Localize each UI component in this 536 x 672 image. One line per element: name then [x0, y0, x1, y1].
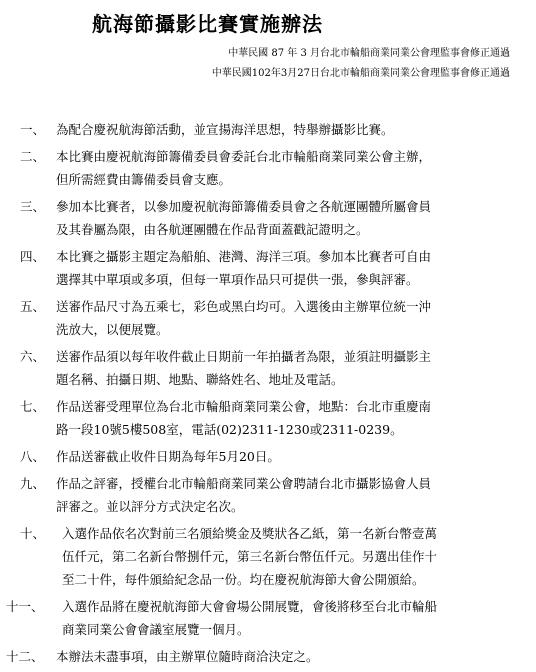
- amendment-note: 中華民國 87 年 3 月台北市輪船商業同業公會理監事會修正通過: [228, 48, 510, 59]
- article-text-line: 至二十件，每件頒給紀念品一份。均在慶祝航海節大會公開頒給。: [62, 572, 425, 587]
- article-number: 七、: [20, 399, 46, 414]
- article-item: [0, 345, 536, 391]
- article-text-line: 伍仟元，第二名新台幣捌仟元，第三名新台幣伍仟元。另選出佳作十: [62, 549, 438, 564]
- article-text-line: 入選作品依名次對前三名頒給獎金及獎狀各乙紙，第一名新台幣壹萬: [62, 526, 438, 541]
- article-item: [0, 472, 536, 518]
- article-number: 一、: [20, 122, 46, 137]
- article-text-line: 入選作品將在慶祝航海節大會會場公開展覽，會後將移至台北市輪船: [62, 599, 438, 614]
- article-text-line: 但所需經費由籌備委員會支應。: [56, 172, 232, 187]
- document-title: 航海節攝影比賽實施辦法: [92, 12, 323, 36]
- article-number: 六、: [20, 349, 46, 364]
- article-number: 九、: [20, 476, 46, 491]
- article-item: [0, 395, 536, 441]
- article-text-line: 送審作品尺寸為五乘七，彩色或黑白均可。入選後由主辦單位統一沖: [56, 299, 432, 314]
- article-text-line: 本辦法未盡事項，由主辦單位隨時商洽決定之。: [56, 649, 319, 664]
- article-item: [0, 118, 536, 141]
- article-text-line: 參加本比賽者，以參加慶祝航海節籌備委員會之各航運團體所屬會員: [56, 199, 432, 214]
- article-text-line: 選擇其中單項或多項，但每一單項作品只可提供一張，參與評審。: [56, 272, 419, 287]
- article-item: [0, 445, 536, 468]
- article-text-line: 評審之。並以評分方式決定名次。: [56, 499, 244, 514]
- article-number: 十、: [20, 526, 46, 541]
- article-text-line: 本比賽之攝影主題定為船舶、港灣、海洋三項。參加本比賽者可自由: [56, 249, 432, 264]
- article-text-line: 作品送審截止收件日期為每年5月20日。: [56, 449, 280, 464]
- article-text-line: 及其眷屬為限，由各航運團體在作品背面蓋戳記證明之。: [56, 222, 369, 237]
- article-text-line: 為配合慶祝航海節活動，並宣揚海洋思想，特舉辦攝影比賽。: [56, 122, 394, 137]
- article-item: [0, 245, 536, 291]
- article-text-line: 洗放大，以便展覽。: [56, 322, 169, 337]
- article-number: 五、: [20, 299, 46, 314]
- amendment-note: 中華民國102年3月27日台北市輪船商業同業公會理監事會修正通過: [211, 68, 510, 79]
- article-item: [0, 145, 536, 191]
- article-text-line: 題名稱、拍攝日期、地點、聯絡姓名、地址及電話。: [56, 372, 344, 387]
- article-item: [0, 522, 536, 591]
- article-text-line: 送審作品須以每年收件截止日期前一年拍攝者為限，並須註明攝影主: [56, 349, 432, 364]
- article-number: 二、: [20, 149, 46, 164]
- article-number: 四、: [20, 249, 46, 264]
- article-text-line: 商業同業公會會議室展覽一個月。: [62, 622, 250, 637]
- article-item: [0, 295, 536, 341]
- article-list: [0, 118, 536, 672]
- article-item: [0, 595, 536, 641]
- article-item: [0, 195, 536, 241]
- article-number: 八、: [20, 449, 46, 464]
- article-number: 三、: [20, 199, 46, 214]
- article-number: 十二、: [6, 649, 44, 664]
- article-number: 十一、: [6, 599, 44, 614]
- article-text-line: 路一段10號5樓508室，電話(02)2311-1230或2311-0239。: [56, 422, 403, 437]
- article-text-line: 本比賽由慶祝航海節籌備委員會委託台北市輪船商業同業公會主辦，: [56, 149, 432, 164]
- article-text-line: 作品送審受理單位為台北市輪船商業同業公會，地點：台北市重慶南: [56, 399, 432, 414]
- article-text-line: 作品之評審，授權台北市輪船商業同業公會聘請台北市攝影協會人員: [56, 476, 432, 491]
